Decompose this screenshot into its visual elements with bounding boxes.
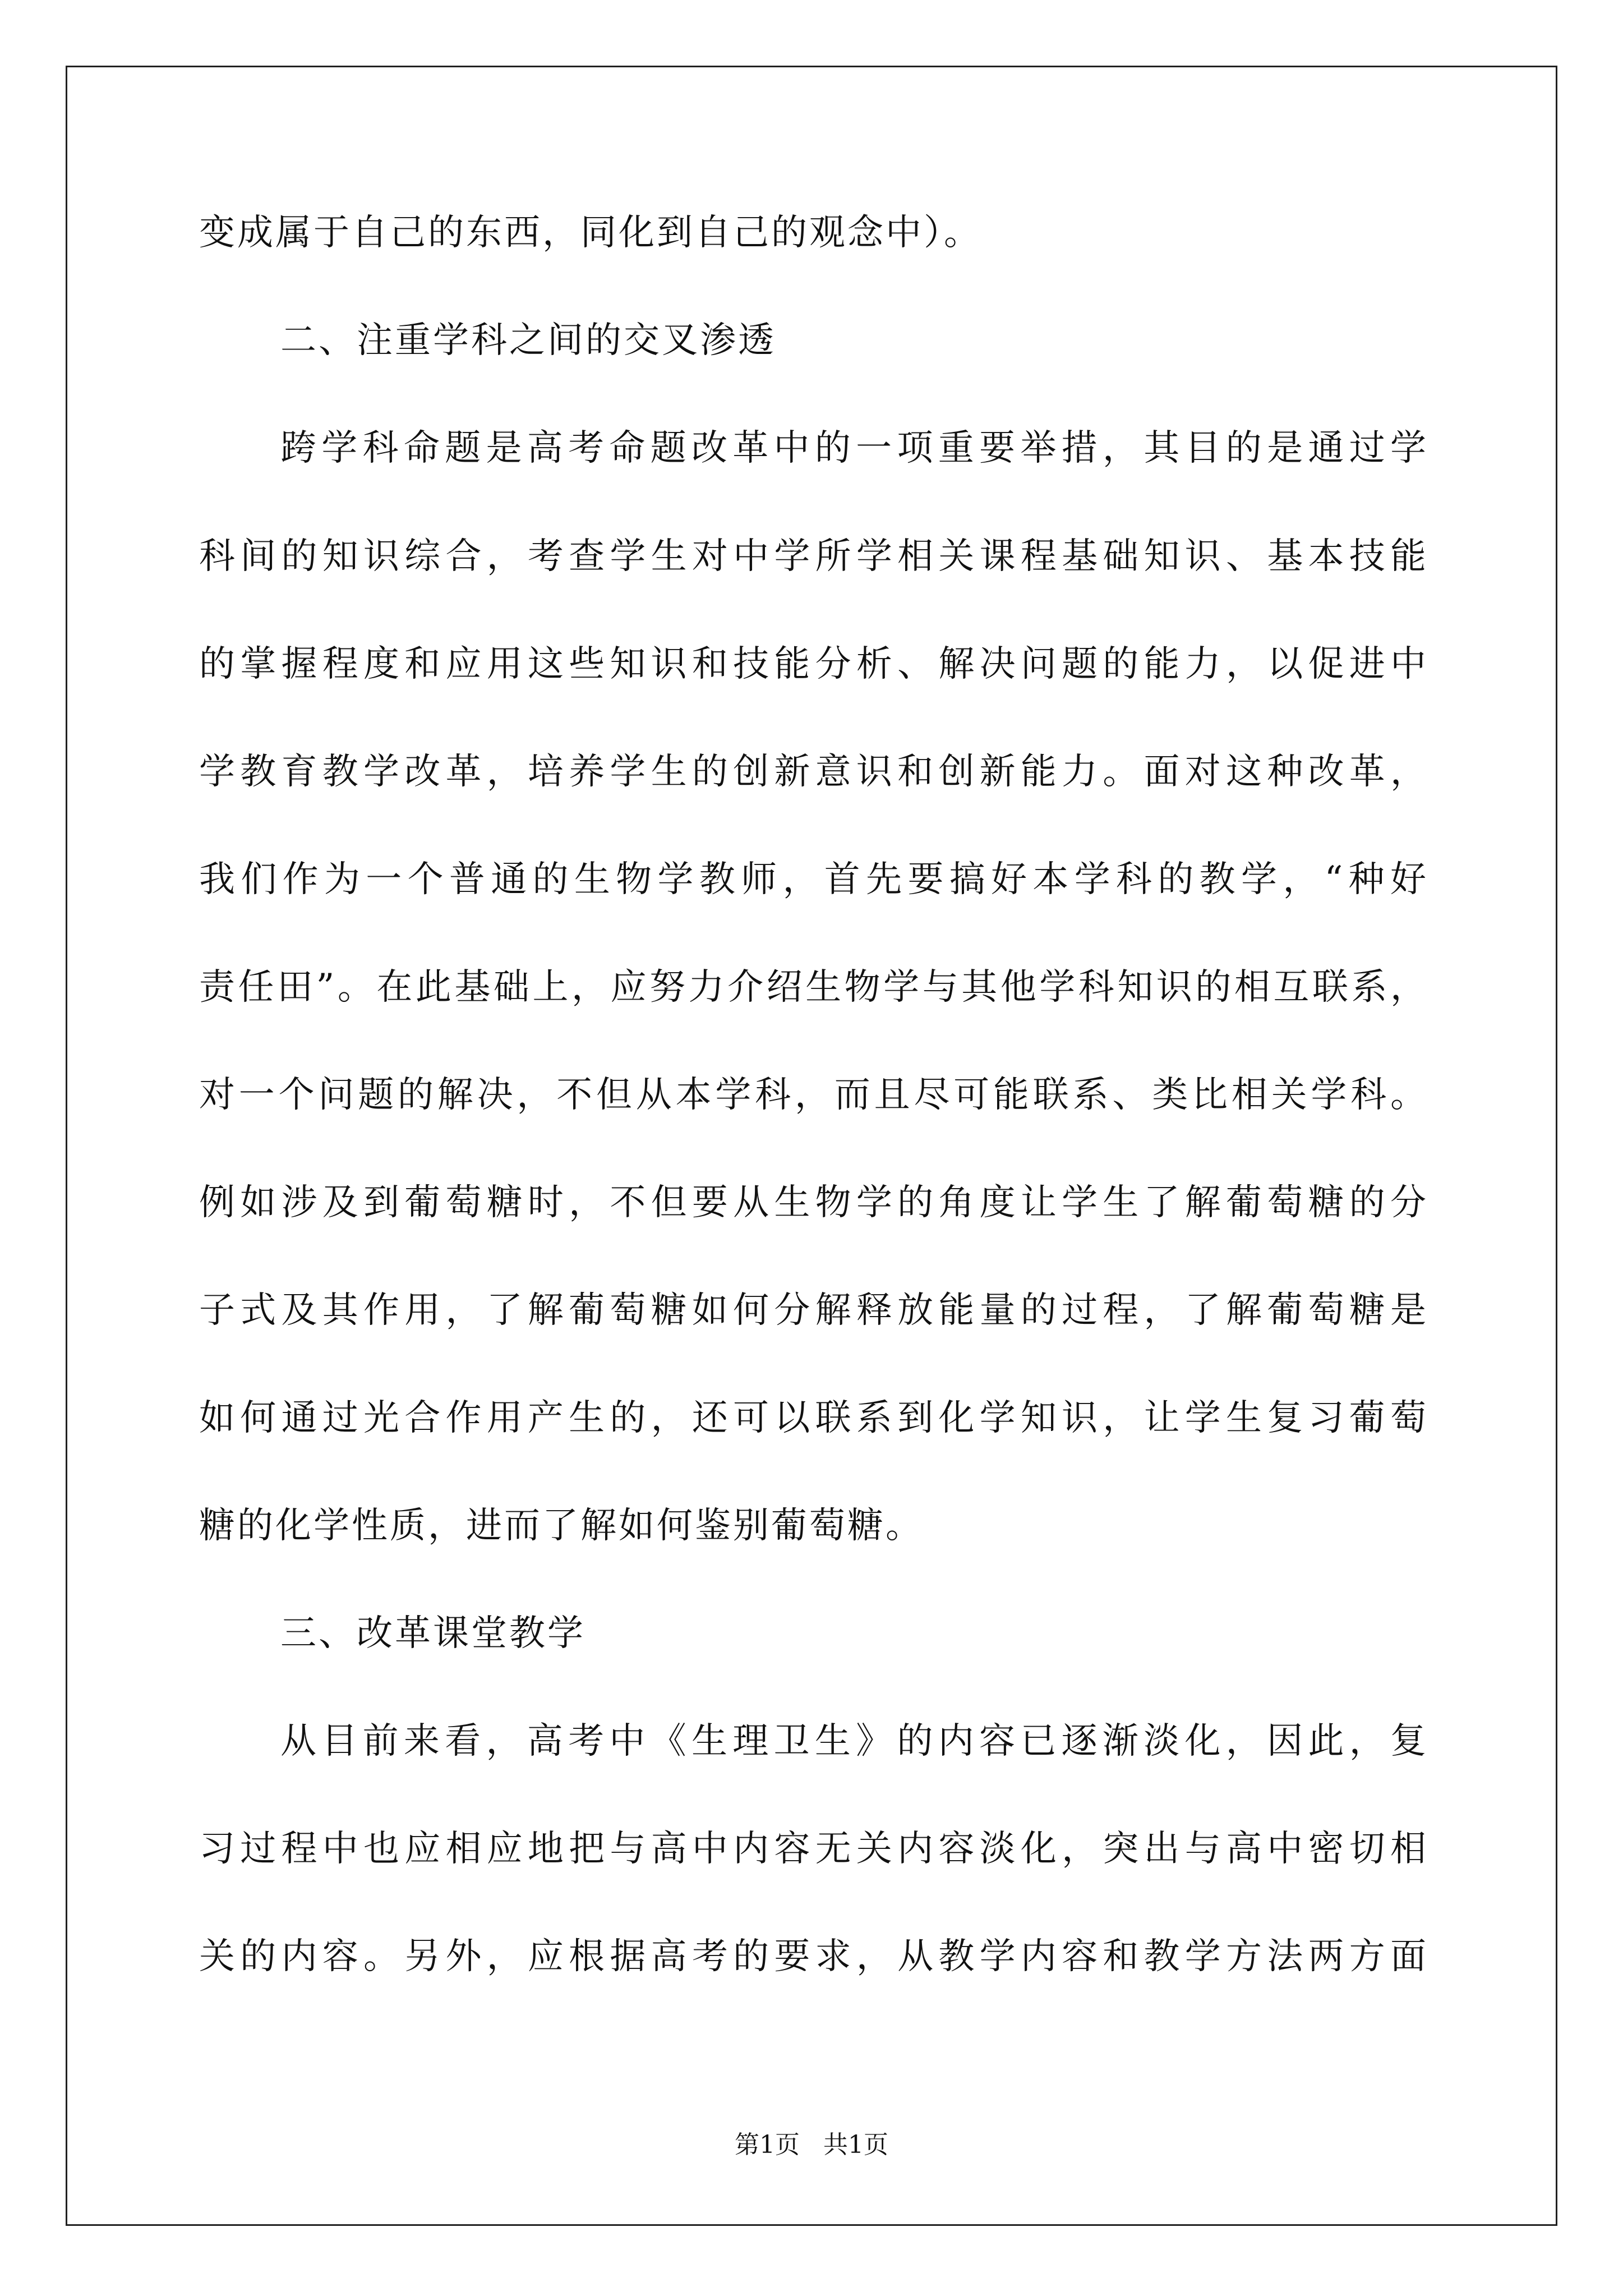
section-heading-2: 二、注重学科之间的交叉渗透 bbox=[280, 320, 776, 361]
body-line-1: 变成属于自己的东西，同化到自己的观念中）。 bbox=[199, 212, 982, 254]
paragraph-2-line-11: 糖的化学性质，进而了解如何鉴别葡萄糖。 bbox=[199, 1505, 924, 1547]
section-heading-3: 三、改革课堂教学 bbox=[280, 1613, 585, 1654]
paragraph-2-line-7: 对一个问题的解决，不但从本学科，而且尽可能联系、类比相关学科。 bbox=[199, 1074, 1426, 1116]
paragraph-3-line-1: 从目前来看，高考中《生理卫生》的内容已逐渐淡化，因此，复 bbox=[280, 1720, 1426, 1762]
page-border bbox=[66, 66, 1557, 2226]
paragraph-3-line-2: 习过程中也应相应地把与高中内容无关内容淡化，突出与高中密切相 bbox=[199, 1828, 1426, 1870]
paragraph-2-line-8: 例如涉及到葡萄糖时，不但要从生物学的角度让学生了解葡萄糖的分 bbox=[199, 1182, 1426, 1223]
paragraph-2-line-4: 学教育教学改革，培养学生的创新意识和创新能力。面对这种改革， bbox=[199, 751, 1426, 793]
paragraph-2-line-6: 责任田”。在此基础上，应努力介绍生物学与其他学科知识的相互联系， bbox=[199, 967, 1426, 1008]
paragraph-2-line-1: 跨学科命题是高考命题改革中的一项重要举措，其目的是通过学 bbox=[280, 427, 1426, 469]
paragraph-2-line-5: 我们作为一个普通的生物学教师，首先要搞好本学科的教学，“种好 bbox=[199, 859, 1426, 900]
paragraph-2-line-3: 的掌握程度和应用这些知识和技能分析、解决问题的能力，以促进中 bbox=[199, 643, 1426, 685]
paragraph-2-line-9: 子式及其作用，了解葡萄糖如何分解释放能量的过程，了解葡萄糖是 bbox=[199, 1290, 1426, 1331]
paragraph-3-line-3: 关的内容。另外，应根据高考的要求，从教学内容和教学方法两方面 bbox=[199, 1936, 1426, 1977]
paragraph-2-line-2: 科间的知识综合，考查学生对中学所学相关课程基础知识、基本技能 bbox=[199, 536, 1426, 577]
paragraph-2-line-10: 如何通过光合作用产生的，还可以联系到化学知识，让学生复习葡萄 bbox=[199, 1397, 1426, 1439]
page-footer: 第1页 共1页 bbox=[735, 2131, 888, 2159]
